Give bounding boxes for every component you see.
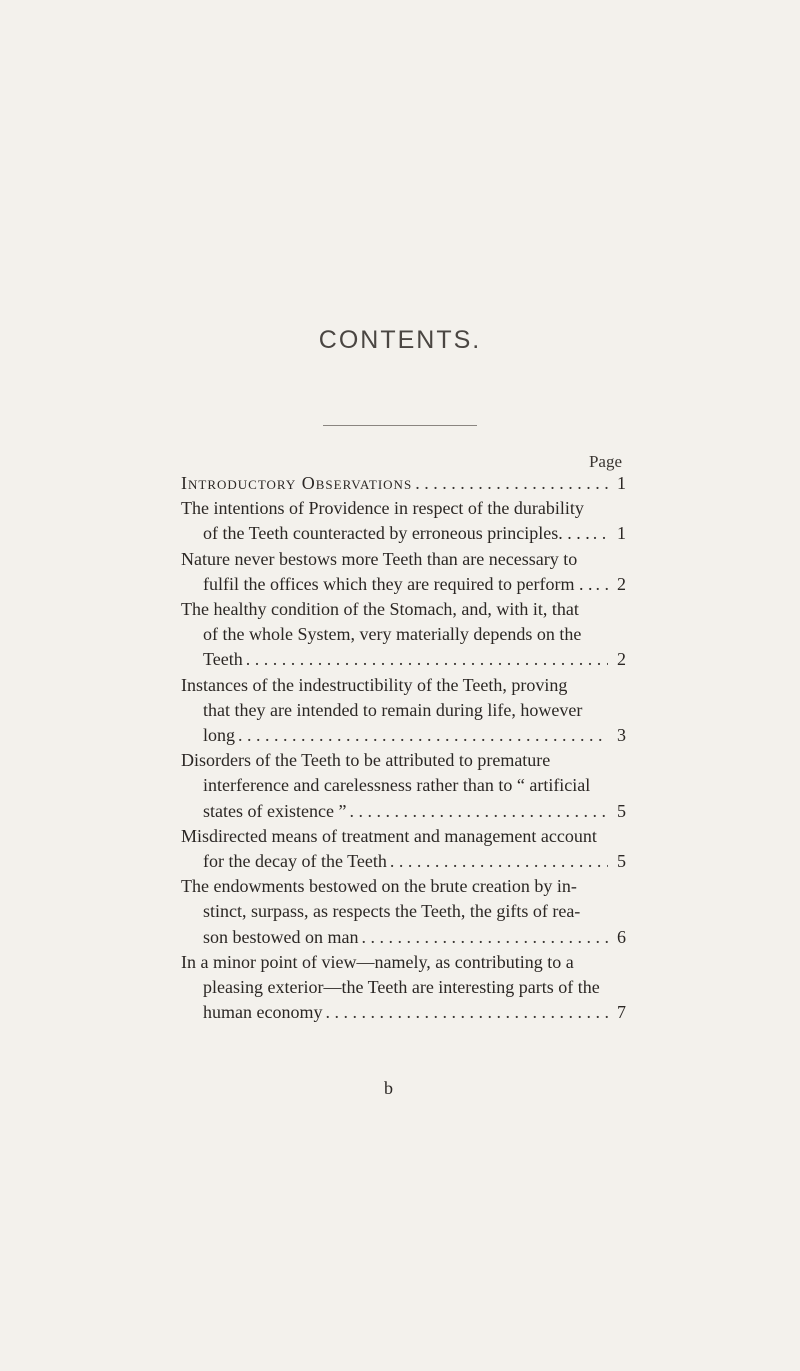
- toc-entry: [181, 496, 626, 546]
- page-title: CONTENTS.: [318, 326, 482, 354]
- toc-entry-line: [181, 925, 626, 950]
- table-of-contents: [181, 471, 626, 1025]
- dot-leader: [390, 849, 608, 874]
- title-rule: [323, 425, 477, 426]
- toc-entry-text: fulfil the offices which they are required to perform . .: [203, 573, 593, 594]
- toc-entry-line: [181, 849, 626, 874]
- toc-page-number: 2: [617, 573, 626, 594]
- toc-entry-text: Introductory Observations: [181, 473, 413, 493]
- toc-entry-text: Teeth: [203, 649, 243, 670]
- toc-entry-line: Disorders of the Teeth to be attributed to premature: [181, 750, 551, 771]
- dot-leader: [349, 799, 608, 824]
- toc-entry-line: of the whole System, very materially depends on the: [203, 624, 582, 645]
- toc-entry: [181, 673, 626, 749]
- toc-entry: [181, 748, 626, 824]
- toc-entry-line: pleasing exterior—the Teeth are interesting parts of the: [203, 977, 600, 998]
- toc-page-number: 5: [617, 800, 626, 821]
- toc-entry-line: that they are intended to remain during life, however: [203, 699, 583, 720]
- toc-entry-line: The healthy condition of the Stomach, and, with it, that: [181, 599, 579, 620]
- toc-entry-line: [181, 521, 626, 546]
- toc-entry-line: The endowments bestowed on the brute creation by in-: [181, 876, 577, 897]
- toc-entry-line: The intentions of Providence in respect of the durability: [181, 498, 584, 519]
- toc-entry-line: [181, 572, 626, 597]
- signature-mark: b: [384, 1078, 393, 1098]
- toc-entry-line: [181, 723, 626, 748]
- toc-entry-text: long: [203, 725, 236, 746]
- toc-entry-line: interference and carelessness rather than to “ artificial: [203, 775, 591, 796]
- toc-entry: [181, 547, 626, 597]
- toc-page-number: 3: [617, 725, 626, 746]
- toc-entry-line: [181, 1000, 626, 1025]
- toc-entry-line: Instances of the indestructibility of the Teeth, proving: [181, 674, 568, 695]
- toc-entry-line: stinct, surpass, as respects the Teeth, the gifts of rea-: [203, 901, 581, 922]
- dot-leader: [246, 647, 608, 672]
- toc-entry-line: [181, 647, 626, 672]
- toc-entry-text: son bestowed on man: [203, 926, 359, 947]
- toc-page-number: 7: [617, 1002, 626, 1023]
- toc-entry-text: states of existence ”: [203, 800, 347, 821]
- page-column-label: Page: [588, 452, 622, 471]
- toc-entry-line: Misdirected means of treatment and management account: [181, 825, 597, 846]
- toc-page-number: 2: [617, 649, 626, 670]
- dot-leader: [361, 925, 608, 950]
- toc-entry-line: [181, 471, 626, 496]
- toc-entry: [181, 471, 626, 496]
- toc-entry: [181, 950, 626, 1026]
- toc-entry: [181, 824, 626, 874]
- toc-entry: [181, 874, 626, 950]
- toc-entry-line: In a minor point of view—namely, as contributing to a: [181, 951, 574, 972]
- dot-leader: [238, 723, 608, 748]
- toc-entry-text: for the decay of the Teeth: [203, 851, 387, 872]
- toc-entry: [181, 597, 626, 673]
- toc-entry-text: human economy: [203, 1002, 323, 1023]
- toc-page-number: 6: [617, 926, 626, 947]
- dot-leader: [593, 521, 608, 546]
- dot-leader: [415, 471, 608, 496]
- toc-entry-line: Nature never bestows more Teeth than are necessary to: [181, 548, 578, 569]
- toc-entry-text: of the Teeth counteracted by erroneous principles. . . .: [203, 523, 590, 544]
- toc-page-number: 5: [617, 851, 626, 872]
- dot-leader: [596, 572, 608, 597]
- toc-page-number: 1: [617, 523, 626, 544]
- dot-leader: [325, 1000, 608, 1025]
- toc-entry-line: [181, 799, 626, 824]
- toc-page-number: 1: [617, 473, 626, 493]
